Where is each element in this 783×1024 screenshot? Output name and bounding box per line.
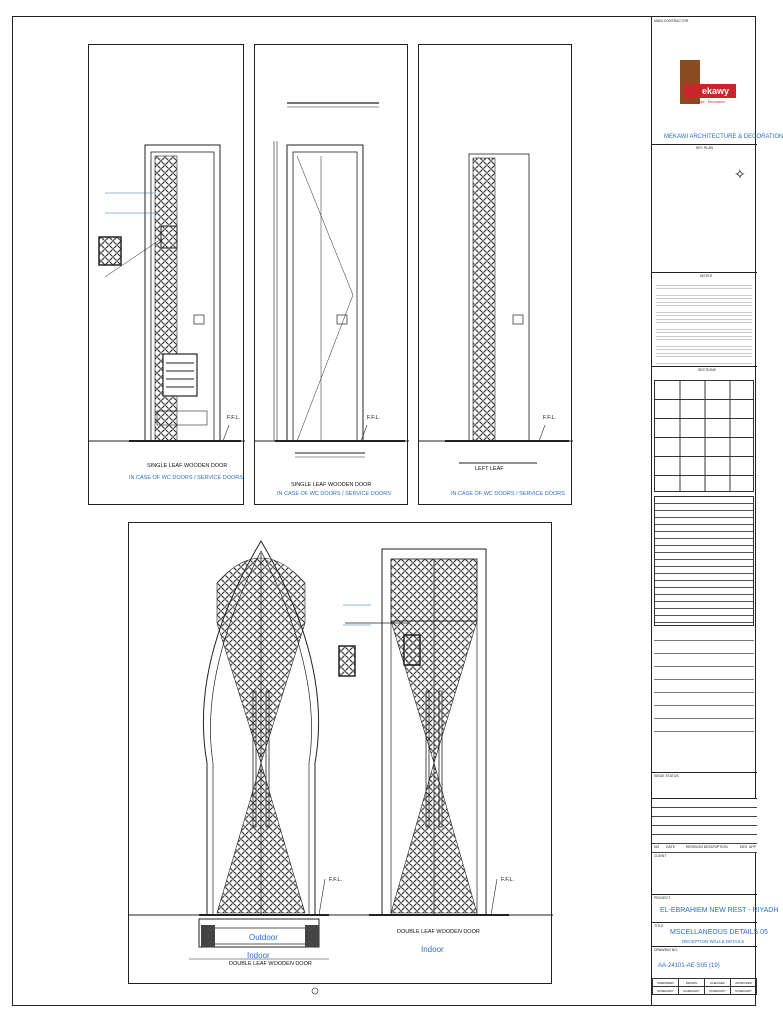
indoor-label: Indoor	[247, 951, 270, 960]
panel-title: SINGLE LEAF WOODEN DOOR	[147, 463, 228, 469]
client-label: CLIENT	[654, 854, 667, 858]
logo-text: ekawy	[702, 86, 730, 96]
notes-label: NOTES	[700, 274, 713, 278]
ffl-label: F.F.L.	[329, 877, 343, 883]
project-name: EL-EBRAHIEM NEW REST - RIYADH	[660, 907, 779, 914]
panel-title: DOUBLE LEAF WOODEN DOOR	[229, 961, 312, 967]
sheet-subtitle: RECEPTION WALLS DETAILS	[682, 939, 745, 944]
main-contractor-label: MAIN CONTRACTOR	[654, 19, 689, 23]
signature-row: PREPARED DRAWN CHECKED APPROVED M.MEKAWY M.MEKAWY M.MEKAWY M.MEKAWY	[652, 978, 757, 1006]
key-plan-label: KEY PLAN	[696, 146, 714, 150]
ffl-label: F.F.L.	[367, 415, 381, 421]
door-elevation-1	[89, 45, 245, 506]
panel-subtitle: IN CASE OF WC DOORS / SERVICE DOORS	[129, 475, 243, 481]
issue-status-label: ISSUE STATUS	[654, 774, 679, 778]
revision-headers: NO DATE REVISION DESCRIPTION DES APP	[654, 845, 757, 849]
sheet-title: MSCELLANEOUS DETAILS 05	[670, 929, 768, 936]
panel-left-leaf	[418, 44, 572, 505]
door-elevation-2	[255, 45, 409, 506]
drawing-no-label: DRAWING NO.	[654, 948, 678, 952]
annotations-list	[654, 628, 754, 734]
indoor-label-right: Indoor	[421, 945, 444, 954]
schedule-table	[654, 496, 754, 626]
company-name: MEKAWI ARCHITECTURE & DECORATION	[664, 134, 783, 140]
ffl-label-right: F.F.L.	[501, 877, 515, 883]
double-door-elevations	[129, 523, 553, 985]
notes-text	[656, 282, 752, 364]
legend-grid	[654, 380, 754, 492]
panel-title: LEFT LEAF	[475, 466, 504, 472]
ffl-label: F.F.L.	[227, 415, 241, 421]
panel-double-leaf	[128, 522, 552, 984]
outdoor-label: Outdoor	[249, 933, 278, 942]
title-block	[651, 16, 783, 1006]
panel-title: SINGLE LEAF WOODEN DOOR	[291, 482, 372, 488]
logo-sub: Architecture · Decoration	[686, 100, 725, 104]
project-label: PROJECT	[654, 896, 671, 900]
legend-label: SECTIONS	[698, 368, 716, 372]
panel-title-right: DOUBLE LEAF WOODEN DOOR	[397, 929, 480, 935]
title-label: TITLE	[654, 924, 664, 928]
panel-single-leaf-2	[254, 44, 408, 505]
panel-subtitle: IN CASE OF WC DOORS / SERVICE DOORS	[451, 491, 565, 497]
drawing-number: AA-24101-AE-S05 (19)	[658, 963, 720, 969]
panel-single-leaf-1	[88, 44, 244, 505]
north-arrow-icon: ✧	[734, 166, 746, 182]
company-logo	[680, 56, 736, 110]
door-elevation-3	[419, 45, 573, 506]
ffl-label: F.F.L.	[543, 415, 557, 421]
panel-subtitle: IN CASE OF WC DOORS / SERVICE DOORS	[277, 491, 391, 497]
